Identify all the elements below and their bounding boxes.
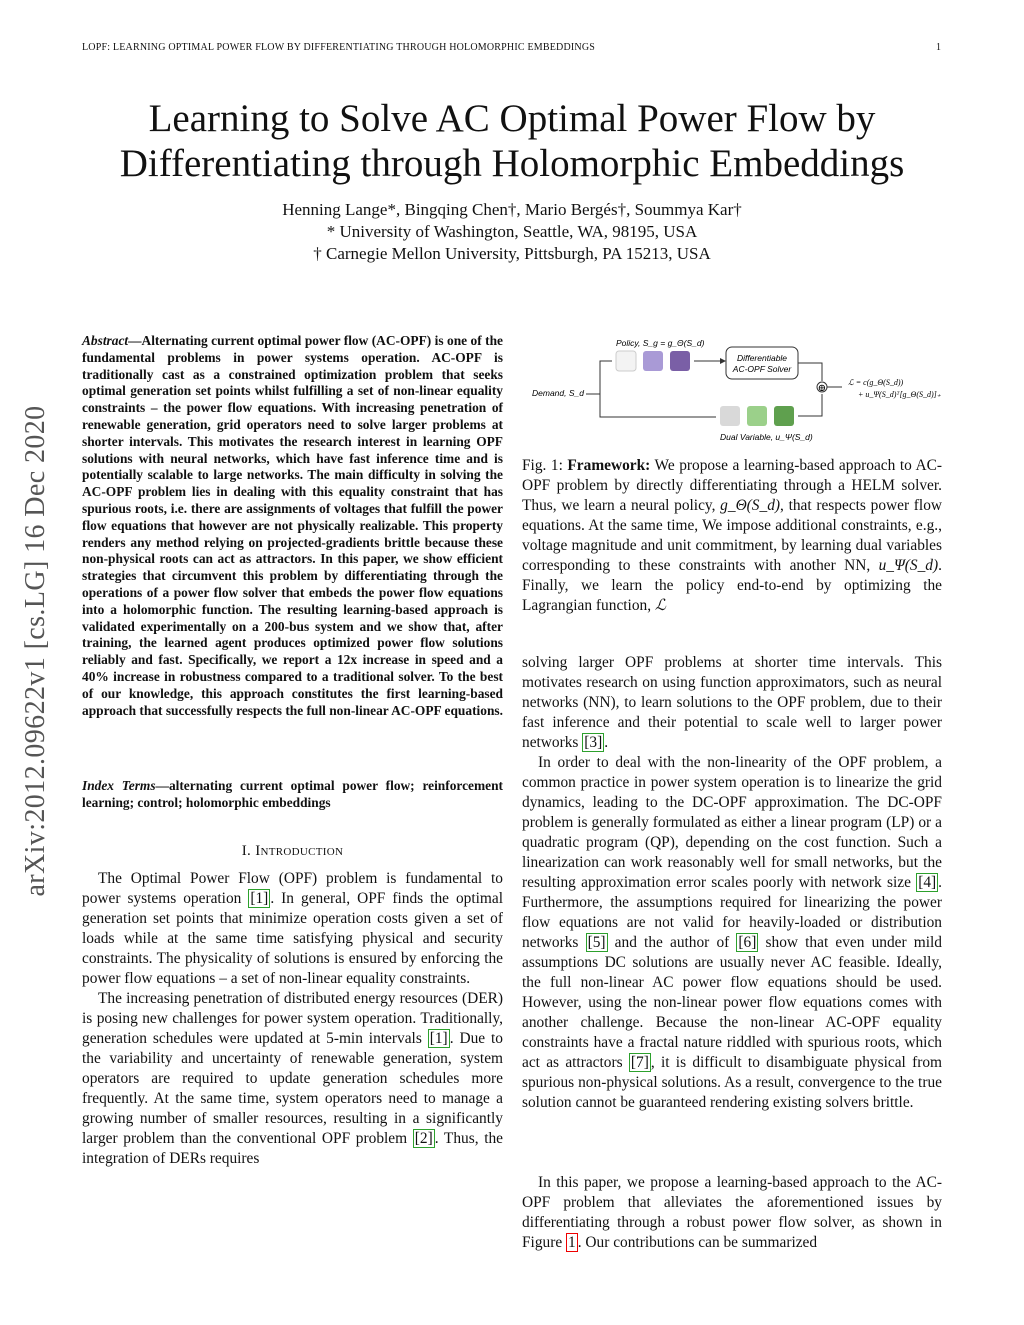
lagrangian-line-1: ℒ = c(g_Θ(S_d)): [848, 378, 904, 387]
abstract-text: —Alternating current optimal power flow (AC-OPF) is one of the fundamental problems in power systems operation. AC-OPF is traditionally cast as a constrained optimization problem that seeks optimal generation set points whilst fulfilling a set of non-linear equality constraints – the power flow equations. With increasing penetration of renewable generation, grid operators need to solve larger problems at shorter intervals. This motivates the research interest in learning OPF solutions with neural networks, which have fast inference time and is potentially scalable to large networks. The main difficulty in solving the AC-OPF problem lies in dealing with this equality constraint that has spurious roots, i.e. there are assignments of voltages that fulfill the power flow equations that however are not physically realizable. This property renders any method relying on projected-gradients brittle because these non-physical roots can act as attractors. In this paper, we show efficient strategies that circumvent this problem by differentiating through the operations of a power flow solver that embeds the power flow equations into a holomorphic function. The resulting learning-based approach is validated experimentally on a 200-bus system and we show that, after training, the learned agent produces optimized power flow solutions reliably and fast. Specifically, we report a 12x increase in speed and a 40% increase in robustness compared to a traditional solver. To the best of our knowledge, this approach constitutes the first learning-based approach that successfully respects the full non-linear AC-OPF equations.: [82, 333, 503, 718]
intro-left-column: [82, 869, 503, 1169]
citation-link[interactable]: [1]: [250, 890, 269, 907]
figure-label: Fig. 1:: [522, 457, 568, 474]
intro-right-paragraph-3-block: [522, 1173, 942, 1253]
intro-right-column: [522, 653, 942, 1113]
citation-link[interactable]: [1]: [429, 1030, 448, 1047]
index-terms: [82, 778, 503, 812]
paper-title-line-2: Differentiating through Holomorphic Embeddings: [119, 142, 905, 185]
demand-lines-lower: [600, 394, 716, 417]
dual-layer-2: [747, 406, 767, 426]
citation-link[interactable]: [5]: [587, 934, 606, 951]
policy-label: Policy, S_g = g_Θ(S_d): [616, 338, 705, 348]
abstract: [82, 333, 503, 719]
solver-box: [726, 347, 798, 379]
intro-paragraph-2: The increasing penetration of distributed energy resources (DER) is posing new challenges for power system operation. Traditionally, generation schedules were updated at 5-min intervals [1] . Due to the variability and uncertainty of renewable generation, system operators are required to update generation schedules more frequently. At the same time, system operators need to manage a growing number of smaller resources, resulting in a significantly larger problem than the conventional OPF problem [2] . Thus, the integration of DERs requires: [82, 990, 503, 1167]
intro-paragraph-1: The Optimal Power Flow (OPF) problem is fundamental to power systems operation [1] . In general, OPF finds the optimal generation set points that minimize operation costs given a set of loads while at the same time satisfying physical and security constraints. The physicality of solutions is ensured by enforcing the power flow equations – a set of non-linear equality constraints.: [82, 870, 503, 987]
section-numeral: I.: [241, 843, 252, 859]
framework-figure: [530, 334, 950, 446]
paper-title-line-1: Learning to Solve AC Optimal Power Flow by: [148, 97, 876, 140]
page-number: 1: [936, 42, 942, 53]
citation-link[interactable]: [3]: [584, 734, 603, 751]
figure-ref-link[interactable]: 1: [568, 1234, 576, 1251]
citation-link[interactable]: [2]: [414, 1130, 433, 1147]
citation-link[interactable]: [6]: [738, 934, 757, 951]
demand-label: Demand, S_d: [532, 388, 584, 398]
intro-right-paragraph-3: In this paper, we propose a learning-based approach to the AC-OPF problem that alleviates the aforementioned issues by differentiating through a robust power flow solver, as shown in Figure 1 . Our contributions can be summarized: [522, 1174, 942, 1251]
solver-label-1: Differentiable: [736, 353, 788, 363]
dual-to-sum: [798, 394, 822, 416]
citation-link[interactable]: [7]: [630, 1054, 649, 1071]
section-heading: [82, 843, 503, 860]
dual-label: Dual Variable, u_Ψ(S_d): [720, 432, 813, 442]
intro-right-paragraph-1: solving larger OPF problems at shorter time intervals. This motivates research on using function approximators, such as neural networks (NN), to learn solutions to the OPF problem, due to their fast inference and their potential to scale well to larger power networks [3] .: [522, 654, 942, 751]
figure-caption: Fig. 1: Framework: We propose a learning-based approach to AC-OPF problem by directly differentiating through a HELM solver. Thus, we learn a neural policy, g_Θ(S_d), that respects power flow equations. At the same time, We impose additional constraints, e.g., voltage magnitude and unit commitment, by learning dual variables corresponding to these constraints with another NN, u_Ψ(S_d). Finally, we learn the policy end-to-end by optimizing the Lagrangian function, ℒ: [522, 457, 942, 614]
policy-layer-1: [616, 351, 636, 371]
affiliation-1: * University of Washington, Seattle, WA, 98195, USA: [326, 222, 698, 241]
lagrangian-line-2: + u_Ψ(S_d)ᵀ[g_Θ(S_d)]₊: [858, 390, 941, 399]
running-header: LOPF: LEARNING OPTIMAL POWER FLOW BY DIFFERENTIATING THROUGH HOLOMORPHIC EMBEDDINGS: [82, 42, 595, 53]
abstract-label: Abstract: [82, 333, 129, 348]
arxiv-stamp: [16, 356, 56, 946]
sum-symbol: ⊕: [817, 383, 827, 394]
index-terms-label: Index Terms: [82, 778, 156, 793]
policy-layer-2: [643, 351, 663, 371]
dual-layer-3: [774, 406, 794, 426]
author-list: Henning Lange*, Bingqing Chen†, Mario Bergés†, Soummya Kar†: [282, 200, 742, 219]
policy-arrow-head: [720, 358, 726, 364]
caption-bold: Framework:: [567, 457, 651, 474]
index-terms-text: —alternating current optimal power flow; reinforcement learning; control; holomorphic embeddings: [82, 778, 504, 810]
solver-to-sum: [798, 363, 822, 381]
intro-right-paragraph-2: In order to deal with the non-linearity of the OPF problem, a common practice in power system operation is to linearize the grid dynamics, leading to the DC-OPF approximation. The DC-OPF problem is generally formulated as either a linear program (LP) or a quadratic program (QP), depending on the cost function. Such a linearization can work reasonably well for small networks, but the resulting approximation error scales poorly with network size [4] . Furthermore, the assumptions required for linearizing the power flow equations are not valid for heavily-loaded or distribution networks [5] and the author of [6] show that even under mild assumptions DC solutions are usually never AC feasible. Ideally, the full non-linear AC power flow equations should be used. However, using the non-linear power flow equations comes with another challenge. Because the non-linear AC-OPF equality constraints have a fractal nature riddled with spurious roots, which act as attractors [7] , it is difficult to disambiguate physical from spurious non-physical solutions. As a result, convergence to the true solution cannot be guaranteed rendering existing solvers brittle.: [522, 754, 943, 1111]
dual-layer-1: [720, 406, 740, 426]
demand-lines: [586, 361, 612, 394]
solver-label-2: AC-OPF Solver: [732, 364, 792, 374]
citation-link[interactable]: [4]: [918, 874, 937, 891]
arxiv-id: arXiv:2012.09622v1 [cs.LG] 16 Dec 2020: [20, 405, 51, 897]
policy-layer-3: [670, 351, 690, 371]
affiliation-2: † Carnegie Mellon University, Pittsburgh, PA 15213, USA: [313, 244, 711, 263]
section-title: Introduction: [255, 843, 344, 859]
